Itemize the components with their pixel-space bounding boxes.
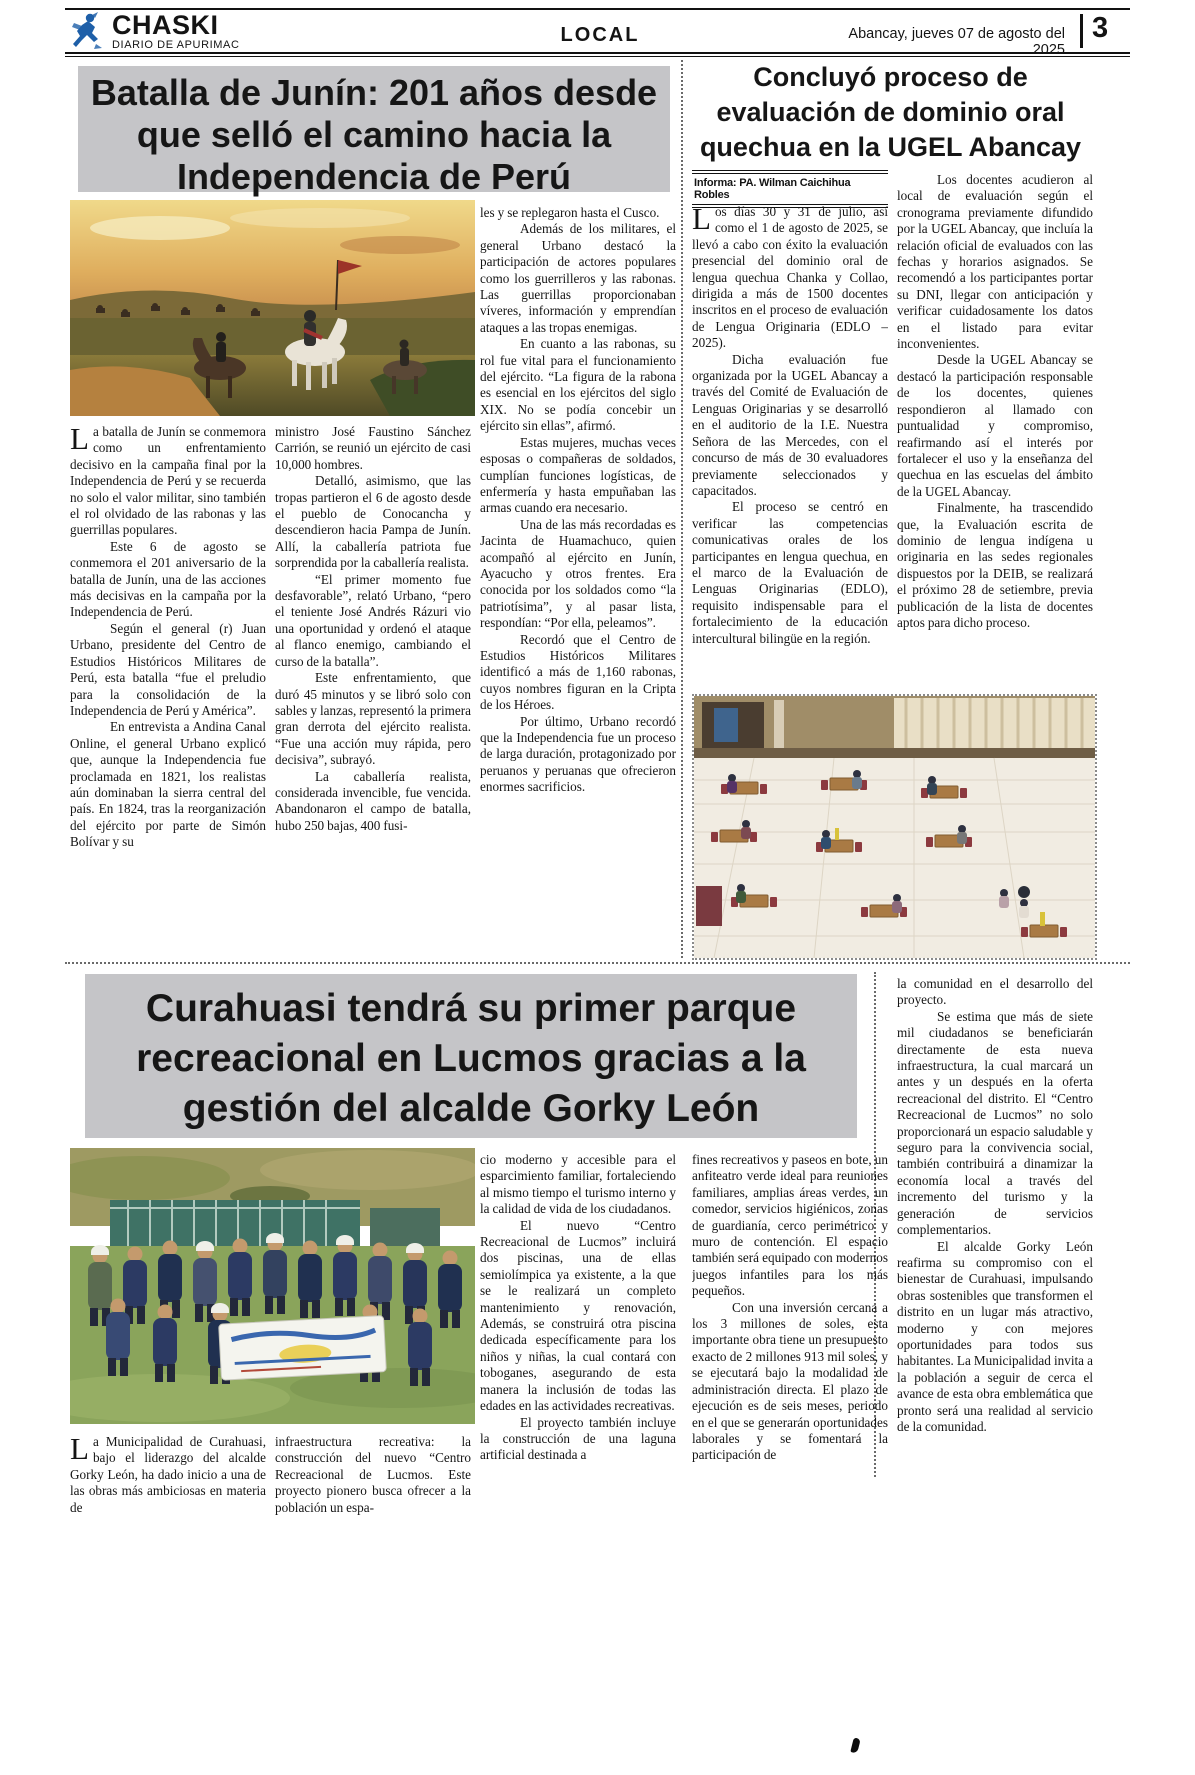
paragraph: Detalló, asimismo, que las tropas partieron el 6 de agosto desde el pueblo de Conocancha y descendieron hacia Pampa de Junín. Allí, la caballería patriota fue sorprendida por la caballería realista. [275,473,471,571]
paragraph: Se estima que más de siete mil ciudadanos se beneficiarán directamente de esta nueva infraestructura, la cual marcará un antes y un después en la oferta recreacional del distrito. El “Centro Recreacional de Lucmos” no solo proporcionará un espacio saludable y seguro para la convivencia social, también contribuirá a dinamizar la economía local a través del incremento del turismo y la generación de servicios complementarios. [897,1008,1093,1238]
battle-of-junin-painting [70,200,475,416]
paragraph [70,424,266,539]
article-3-column-3 [480,1152,676,1622]
lead-text: a batalla de Junín se conmemora como un enfrentamiento decisivo en la campaña final por la Independencia de Perú y se recuerda no solo el valor militar, sino también el rol olvidado de las rabonas y las guerrillas populares. [70,424,266,538]
paragraph: “El primer momento fue desfavorable”, relató Urbano, “pero el teniente José Andrés Rázuri vio una oportunidad y ordenó el ataque al flanco enemigo, cambiando el curso de la batalla”. [275,571,471,669]
article-3-column-5 [897,976,1093,1476]
community-group-photo [70,1148,475,1424]
newspaper-name: CHASKI [112,10,219,40]
paragraph: Los docentes acudieron al local de evaluación según el cronograma previamente difundido por la UGEL Abancay, que incluía la relación oficial de evaluados con las fechas y horarios asignados. Se recomendó a los participantes portar su DNI, llegar con anticipación y verificar cuidadosamente los datos en el listado para evitar inconvenientes. [897,172,1093,352]
article-1-column-3 [480,205,676,955]
newspaper-subtitle: DIARIO DE APURIMAC [112,39,240,51]
section-label: LOCAL [560,24,640,46]
paragraph: Dicha evaluación fue organizada por la UGEL Abancay a través del Comité de Evaluación de Lenguas Originarias y se desarrolló en el auditorio de la I.E. Nuestra Señora de las Mercedes, con el concurso de más de 30 evaluadores previamente seleccionados y capacitados. [692,351,888,498]
lead-text: a Municipalidad de Curahuasi, bajo el liderazgo del alcalde Gorky León, ha dado inicio a una de las obras más ambiciosas en materia de [70,1434,266,1515]
paragraph: Este 6 de agosto se conmemora el 201 aniversario de la batalla de Junín, una de las acciones más decisivas en la campaña por la Independencia de Perú. [70,538,266,620]
paragraph: Desde la UGEL Abancay se destacó la participación responsable de los docentes, quienes respondieron al llamado con puntualidad y compromiso, reafirmando así el interés por fortalecer el uso y la enseñanza del quechua en las escuelas del ámbito de la UGEL Abancay. [897,352,1093,499]
paragraph: infraestructura recreativa: la construcción del nuevo “Centro Recreacional de Lucmos. Este proyecto pionero busca ofrecer a la población un espa- [275,1434,471,1515]
article-2-column-1 [692,204,888,690]
paragraph [692,204,888,352]
edition-date: Abancay, jueves 07 de agosto del 2025 [848,26,1065,58]
article-1-column-2 [275,424,471,948]
article-divider-vertical [681,60,683,958]
paragraph: la comunidad en el desarrollo del proyecto. [897,976,1093,1008]
paragraph: cio moderno y accesible para el esparcimiento familiar, fortaleciendo al mismo tiempo el turismo interno y la calidad de vida de los ciudadanos. [480,1152,676,1217]
chaski-logo-icon [68,11,106,51]
paragraph: Recordó que el Centro de Estudios Históricos Militares identificó a más de 1,160 rabonas, cuyos nombres figuran en la Cripta de los Héroes. [480,631,676,713]
paragraph: El proyecto también incluye la construcción de una laguna artificial destinada a [480,1414,676,1463]
evaluation-hall-photo [692,694,1097,960]
paragraph: En entrevista a Andina Canal Online, el general Urbano explicó que, aunque la Independencia fue proclamada en 1821, los realistas aún dominaban la sierra central del país. En 1824, tras la reorganización del ejército por parte de Simón Bolívar y su [70,719,266,850]
article-3-column-4 [692,1152,888,1622]
paragraph: La caballería realista, considerada invencible, fue vencida. Abandonaron el campo de batalla, hubo 250 bajas, 400 fusi- [275,768,471,833]
section-divider-horizontal [65,962,1130,964]
article-2-byline: Informa: PA. Wilman Caichihua Robles [692,170,888,208]
paragraph: En cuanto a las rabonas, su rol fue vital para el funcionamiento del ejército. “La figura de la rabona es esencial en los ejércitos del siglo XIX. No se podía concebir un ejército sin ellas”, afirmó. [480,336,676,434]
article-2-headline: Concluyó proceso de evaluación de dominio oral quechua en la UGEL Abancay [699,62,1082,162]
paragraph: Además de los militares, el general Urbano destacó la participación de actores populares como los guerrilleros y las rabonas. Las guerrillas proporcionaban víveres, información y emprendían ataques a las tropas enemigas. [480,221,676,335]
lead-text: os días 30 y 31 de julio, así como el 1 de agosto de 2025, se llevó a cabo con éxito la evaluación presencial del dominio oral de lengua quechua Chanka y Collao, dirigida a más de 1500 docentes inscritos en el proceso de evaluación de Lengua Originaria (EDLO – 2025). [692,204,888,351]
paragraph: Una de las más recordadas es Jacinta de Huamachuco, quien acompañó al ejército en Junín, Ayacucho y otros frentes. Era conocida por los soldados como “la patriotísima”, y al pasar lista, respondían: “Por ella, peleamos”. [480,516,676,631]
dropcap: L [70,1434,89,1466]
article-3-headline: Curahuasi tendrá su primer parque recreacional en Lucmos gracias a la gestión del alcalde Gorky León [85,974,857,1138]
dropcap: L [692,204,711,236]
paragraph: El proceso se centró en verificar las competencias comunicativas orales de los participantes en lengua quechua, en el marco de la Evaluación de Lenguas Originarias (EDLO), requisito indispensable para el fortalecimiento de la educación intercultural bilingüe en la región. [692,499,888,646]
page-number: 3 [1092,12,1109,44]
paragraph: fines recreativos y paseos en bote, un anfiteatro verde ideal para reuniones familiares, amplias áreas verdes, un comedor, servicios higiénicos, zonas de guardianía, cerco perimétrico y muro de contención. El espacio también será equipado con modernos juegos infantiles para los más pequeños. [692,1152,888,1299]
paragraph: Finalmente, ha trascendido que, la Evaluación escrita de dominio de lengua indígena u originaria en las sedes regionales dispuestos por la DEIB, se realizará el próximo 28 de setiembre, previa publicación de la lista de docentes aptos para dicho proceso. [897,500,1093,630]
dropcap: L [70,424,89,456]
paragraph: ministro José Faustino Sánchez Carrión, se reunió un ejército de casi 10,000 hombres. [275,424,471,472]
article-2-column-2 [897,172,1093,690]
paragraph: El nuevo “Centro Recreacional de Lucmos” incluirá dos piscinas, una de ellas semiolímpica ya existente, a la que se le realizará un completo mantenimiento y renovación, Además, se construirá otra piscina dedicada específicamente para los niños y niñas, la cual contará con toboganes, asegurando de esta manera la inclusión de todas las edades en las actividades recreativas. [480,1217,676,1414]
page-number-separator [1080,14,1083,48]
paragraph: Este enfrentamiento, que duró 45 minutos y se libró solo con sables y lanzas, representó la primera gran derrota del ejército realista. “Fue una acción muy rápida, pero decisiva”, subrayó. [275,670,471,768]
paragraph [70,1434,266,1516]
top-rule [65,8,1130,10]
paragraph: les y se replegaron hasta el Cusco. [480,205,660,220]
paragraph: Estas mujeres, muchas veces esposas o compañeras de soldados, cumplían funciones logísticas, de enfermería y hasta empuñaban las armas cuando era necesario. [480,434,676,516]
article-1-headline: Batalla de Junín: 201 años desde que selló el camino hacia la Independencia de Perú [78,66,670,192]
article-3-column-2 [275,1434,471,1574]
paragraph: Según el general (r) Juan Urbano, presidente del Centro de Estudios Históricos Militares de Perú, esta batalla “fue el preludio para la consolidación de la Independencia de Perú y América”. [70,620,266,718]
paragraph: Por último, Urbano recordó que la Independencia fue un proceso de larga duración, protagonizado por peruanos y peruanas que ofrecieron enormes sacrificios. [480,713,676,795]
ink-mark [850,1737,860,1753]
paragraph: El alcalde Gorky León reafirma su compromiso con el bienestar de Curahuasi, impulsando obras sostenibles que transformen el distrito en un lugar más atractivo, moderno y con mejores oportunidades para todos sus habitantes. La Municipalidad invita a la población a seguir de cerca el avance de esta obra emblemática que pronto será una realidad al servicio de la comunidad. [897,1238,1093,1434]
article-1-column-1 [70,424,266,948]
article-3-column-1 [70,1434,266,1574]
paragraph: Con una inversión cercana a los 3 millones de soles, esta importante obra tiene un presupuesto exacto de 2 millones 913 mil soles, y se ejecutará bajo la modalidad de administración directa. El plazo de ejecución es de seis meses, periodo en el que se generarán oportunidades laborales y se fomentará la participación de [692,1299,888,1463]
